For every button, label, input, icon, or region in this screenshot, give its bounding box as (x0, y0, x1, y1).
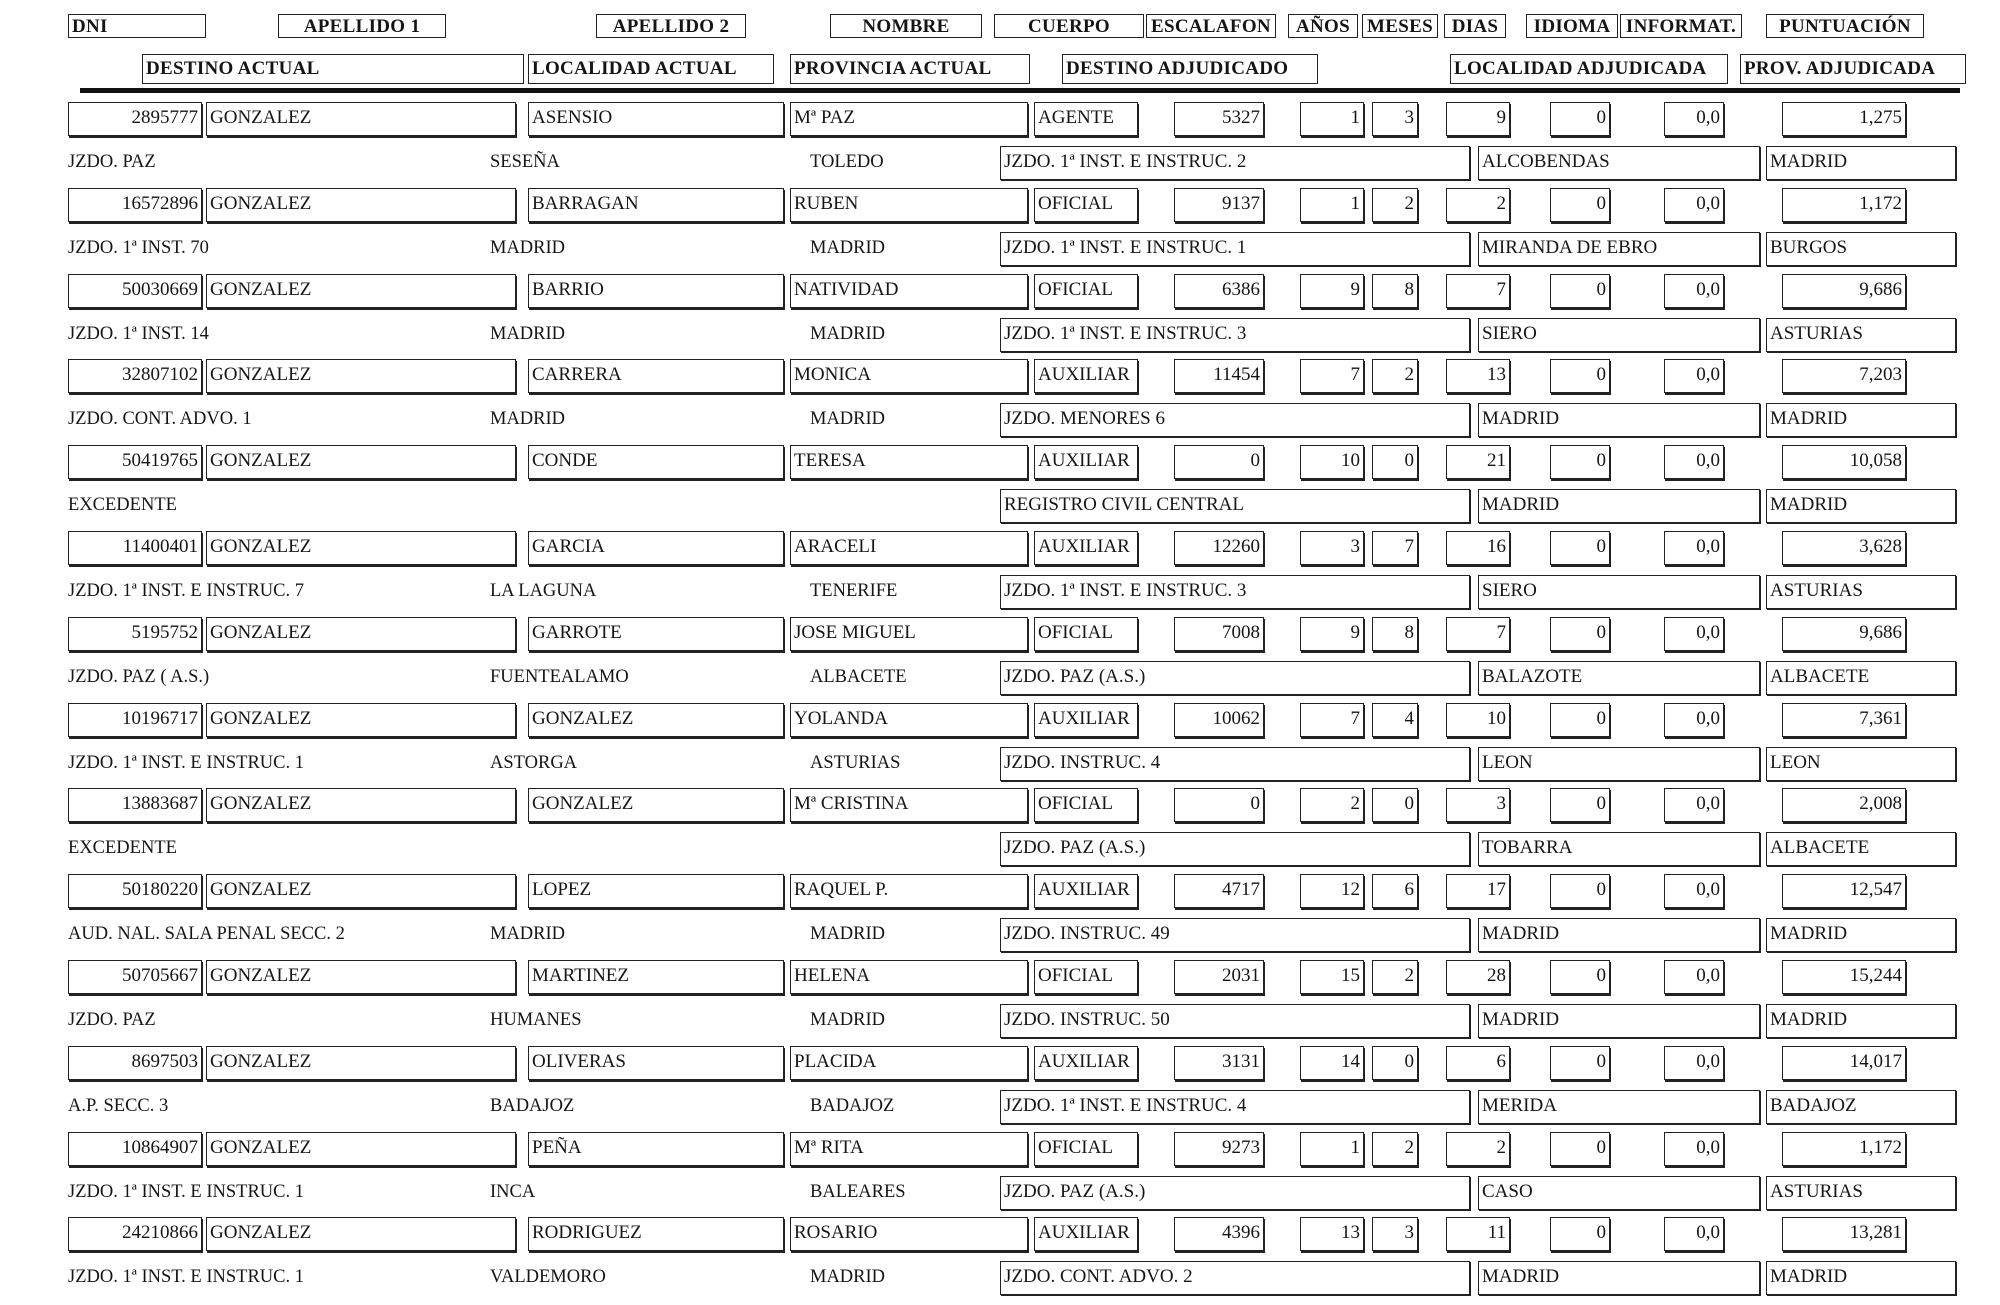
apellido1-field: GONZALEZ (206, 874, 516, 908)
destino-adjudicado-field: JZDO. 1ª INST. E INSTRUC. 3 (1000, 318, 1470, 352)
destino-actual-text: JZDO. 1ª INST. E INSTRUC. 1 (68, 1182, 305, 1202)
apellido1-field: GONZALEZ (206, 531, 516, 565)
idioma-field: 0 (1550, 188, 1610, 222)
destino-actual-text: A.P. SECC. 3 (68, 1096, 169, 1116)
escalafon-field: 11454 (1174, 359, 1264, 393)
dni-field: 11400401 (68, 531, 202, 565)
record-destination-row (0, 403, 2000, 447)
apellido2-field: PEÑA (528, 1132, 784, 1166)
cuerpo-field: AGENTE (1034, 102, 1138, 136)
record-destination-row (0, 1261, 2000, 1305)
informat-field: 0,0 (1664, 788, 1724, 822)
informat-field: 0,0 (1664, 1046, 1724, 1080)
anos-field: 1 (1300, 188, 1364, 222)
localidad-adjudicada-field: MADRID (1478, 1261, 1760, 1295)
idioma-field: 0 (1550, 874, 1610, 908)
puntuacion-field: 3,628 (1782, 531, 1906, 565)
cuerpo-field: OFICIAL (1034, 1132, 1138, 1166)
meses-field: 3 (1372, 1217, 1418, 1251)
destino-adjudicado-field: JZDO. PAZ (A.S.) (1000, 661, 1470, 695)
prov-adjudicada-field: ASTURIAS (1766, 318, 1956, 352)
record-destination-row (0, 1090, 2000, 1134)
idioma-field: 0 (1550, 531, 1610, 565)
apellido2-field: GONZALEZ (528, 788, 784, 822)
destino-actual-text: JZDO. 1ª INST. 70 (68, 238, 209, 258)
nombre-field: MONICA (790, 359, 1028, 393)
record-main-row (0, 874, 2000, 916)
dni-field: 10196717 (68, 703, 202, 737)
meses-field: 0 (1372, 445, 1418, 479)
record-main-row (0, 617, 2000, 659)
localidad-adjudicada-field: CASO (1478, 1176, 1760, 1210)
dni-field: 2895777 (68, 102, 202, 136)
provincia-actual-text: MADRID (810, 238, 886, 258)
dni-field: 50180220 (68, 874, 202, 908)
meses-field: 7 (1372, 531, 1418, 565)
record-main-row (0, 788, 2000, 830)
anos-field: 12 (1300, 874, 1364, 908)
idioma-field: 0 (1550, 703, 1610, 737)
apellido2-field: ASENSIO (528, 102, 784, 136)
destino-actual-text: JZDO. 1ª INST. E INSTRUC. 1 (68, 1267, 305, 1287)
header-destino-adjudicado: DESTINO ADJUDICADO (1062, 54, 1318, 84)
apellido1-field: GONZALEZ (206, 703, 516, 737)
nombre-field: Mª CRISTINA (790, 788, 1028, 822)
provincia-actual-text: MADRID (810, 1010, 886, 1030)
puntuacion-field: 1,172 (1782, 1132, 1906, 1166)
nombre-field: PLACIDA (790, 1046, 1028, 1080)
record-main-row (0, 188, 2000, 230)
record-destination-row (0, 918, 2000, 962)
escalafon-field: 9137 (1174, 188, 1264, 222)
apellido1-field: GONZALEZ (206, 1046, 516, 1080)
nombre-field: NATIVIDAD (790, 274, 1028, 308)
destino-actual-text: EXCEDENTE (68, 495, 177, 515)
localidad-actual-text: SESEÑA (490, 152, 560, 172)
record-main-row (0, 359, 2000, 401)
apellido2-field: CARRERA (528, 359, 784, 393)
puntuacion-field: 13,281 (1782, 1217, 1906, 1251)
informat-field: 0,0 (1664, 874, 1724, 908)
record-destination-row (0, 489, 2000, 533)
idioma-field: 0 (1550, 617, 1610, 651)
destino-actual-text: JZDO. 1ª INST. E INSTRUC. 1 (68, 753, 305, 773)
header-meses: MESES (1362, 14, 1438, 38)
provincia-actual-text: MADRID (810, 324, 886, 344)
destino-adjudicado-field: JZDO. INSTRUC. 50 (1000, 1004, 1470, 1038)
apellido2-field: LOPEZ (528, 874, 784, 908)
nombre-field: ROSARIO (790, 1217, 1028, 1251)
escalafon-field: 12260 (1174, 531, 1264, 565)
record-main-row (0, 703, 2000, 745)
record-destination-row (0, 1176, 2000, 1220)
cuerpo-field: OFICIAL (1034, 188, 1138, 222)
record-main-row (0, 1132, 2000, 1174)
header-informat: INFORMAT. (1620, 14, 1742, 38)
meses-field: 2 (1372, 960, 1418, 994)
informat-field: 0,0 (1664, 1217, 1724, 1251)
record-main-row (0, 960, 2000, 1002)
destino-adjudicado-field: JZDO. INSTRUC. 49 (1000, 918, 1470, 952)
cuerpo-field: AUXILIAR (1034, 445, 1138, 479)
header-anos: AÑOS (1288, 14, 1358, 38)
apellido1-field: GONZALEZ (206, 445, 516, 479)
record-main-row (0, 445, 2000, 487)
meses-field: 0 (1372, 788, 1418, 822)
informat-field: 0,0 (1664, 102, 1724, 136)
anos-field: 3 (1300, 531, 1364, 565)
apellido2-field: GONZALEZ (528, 703, 784, 737)
dias-field: 17 (1446, 874, 1510, 908)
puntuacion-field: 7,361 (1782, 703, 1906, 737)
dias-field: 16 (1446, 531, 1510, 565)
apellido2-field: GARCIA (528, 531, 784, 565)
prov-adjudicada-field: MADRID (1766, 489, 1956, 523)
localidad-adjudicada-field: MIRANDA DE EBRO (1478, 232, 1760, 266)
provincia-actual-text: BADAJOZ (810, 1096, 895, 1116)
escalafon-field: 3131 (1174, 1046, 1264, 1080)
header-dias: DIAS (1444, 14, 1506, 38)
apellido1-field: GONZALEZ (206, 788, 516, 822)
meses-field: 2 (1372, 1132, 1418, 1166)
apellido2-field: MARTINEZ (528, 960, 784, 994)
informat-field: 0,0 (1664, 445, 1724, 479)
puntuacion-field: 10,058 (1782, 445, 1906, 479)
localidad-adjudicada-field: MERIDA (1478, 1090, 1760, 1124)
dni-field: 13883687 (68, 788, 202, 822)
escalafon-field: 4396 (1174, 1217, 1264, 1251)
puntuacion-field: 9,686 (1782, 274, 1906, 308)
header-puntuacion: PUNTUACIÓN (1766, 14, 1924, 38)
destino-adjudicado-field: REGISTRO CIVIL CENTRAL (1000, 489, 1470, 523)
provincia-actual-text: BALEARES (810, 1182, 906, 1202)
dni-field: 5195752 (68, 617, 202, 651)
anos-field: 7 (1300, 703, 1364, 737)
destino-adjudicado-field: JZDO. MENORES 6 (1000, 403, 1470, 437)
informat-field: 0,0 (1664, 703, 1724, 737)
record-main-row (0, 274, 2000, 316)
dni-field: 8697503 (68, 1046, 202, 1080)
apellido2-field: GARROTE (528, 617, 784, 651)
cuerpo-field: AUXILIAR (1034, 1217, 1138, 1251)
meses-field: 2 (1372, 188, 1418, 222)
puntuacion-field: 14,017 (1782, 1046, 1906, 1080)
escalafon-field: 0 (1174, 445, 1264, 479)
cuerpo-field: AUXILIAR (1034, 703, 1138, 737)
destino-adjudicado-field: JZDO. CONT. ADVO. 2 (1000, 1261, 1470, 1295)
localidad-actual-text: VALDEMORO (490, 1267, 606, 1287)
puntuacion-field: 9,686 (1782, 617, 1906, 651)
escalafon-field: 0 (1174, 788, 1264, 822)
dias-field: 3 (1446, 788, 1510, 822)
puntuacion-field: 12,547 (1782, 874, 1906, 908)
provincia-actual-text: MADRID (810, 1267, 886, 1287)
localidad-adjudicada-field: MADRID (1478, 1004, 1760, 1038)
prov-adjudicada-field: MADRID (1766, 403, 1956, 437)
provincia-actual-text: TENERIFE (810, 581, 898, 601)
dias-field: 21 (1446, 445, 1510, 479)
meses-field: 2 (1372, 359, 1418, 393)
localidad-actual-text: MADRID (490, 238, 566, 258)
provincia-actual-text: MADRID (810, 409, 886, 429)
idioma-field: 0 (1550, 445, 1610, 479)
puntuacion-field: 7,203 (1782, 359, 1906, 393)
prov-adjudicada-field: MADRID (1766, 146, 1956, 180)
destino-actual-text: JZDO. PAZ (68, 152, 156, 172)
prov-adjudicada-field: ASTURIAS (1766, 575, 1956, 609)
prov-adjudicada-field: MADRID (1766, 1004, 1956, 1038)
nombre-field: JOSE MIGUEL (790, 617, 1028, 651)
apellido1-field: GONZALEZ (206, 1217, 516, 1251)
header-apellido2: APELLIDO 2 (596, 14, 746, 38)
localidad-actual-text: MADRID (490, 324, 566, 344)
nombre-field: Mª RITA (790, 1132, 1028, 1166)
record-destination-row (0, 747, 2000, 791)
header-prov-adjudicada: PROV. ADJUDICADA (1740, 54, 1966, 84)
dni-field: 50705667 (68, 960, 202, 994)
apellido1-field: GONZALEZ (206, 188, 516, 222)
localidad-actual-text: INCA (490, 1182, 536, 1202)
prov-adjudicada-field: ALBACETE (1766, 832, 1956, 866)
anos-field: 9 (1300, 274, 1364, 308)
header-dni: DNI (68, 14, 206, 38)
header-nombre: NOMBRE (830, 14, 982, 38)
idioma-field: 0 (1550, 788, 1610, 822)
prov-adjudicada-field: ALBACETE (1766, 661, 1956, 695)
nombre-field: RAQUEL P. (790, 874, 1028, 908)
escalafon-field: 2031 (1174, 960, 1264, 994)
idioma-field: 0 (1550, 359, 1610, 393)
record-destination-row (0, 232, 2000, 276)
cuerpo-field: AUXILIAR (1034, 531, 1138, 565)
dni-field: 10864907 (68, 1132, 202, 1166)
destino-actual-text: JZDO. PAZ ( A.S.) (68, 667, 210, 687)
informat-field: 0,0 (1664, 1132, 1724, 1166)
localidad-adjudicada-field: TOBARRA (1478, 832, 1760, 866)
nombre-field: HELENA (790, 960, 1028, 994)
header-provincia-actual: PROVINCIA ACTUAL (790, 54, 1030, 84)
record-main-row (0, 531, 2000, 573)
destino-adjudicado-field: JZDO. 1ª INST. E INSTRUC. 2 (1000, 146, 1470, 180)
header-idioma: IDIOMA (1526, 14, 1618, 38)
localidad-actual-text: HUMANES (490, 1010, 582, 1030)
idioma-field: 0 (1550, 1132, 1610, 1166)
localidad-actual-text: MADRID (490, 924, 566, 944)
prov-adjudicada-field: ASTURIAS (1766, 1176, 1956, 1210)
escalafon-field: 9273 (1174, 1132, 1264, 1166)
header-cuerpo: CUERPO (994, 14, 1144, 38)
dias-field: 10 (1446, 703, 1510, 737)
apellido1-field: GONZALEZ (206, 274, 516, 308)
meses-field: 8 (1372, 617, 1418, 651)
localidad-actual-text: ASTORGA (490, 753, 578, 773)
provincia-actual-text: MADRID (810, 924, 886, 944)
destino-adjudicado-field: JZDO. INSTRUC. 4 (1000, 747, 1470, 781)
puntuacion-field: 2,008 (1782, 788, 1906, 822)
header-localidad-adjudicada: LOCALIDAD ADJUDICADA (1450, 54, 1728, 84)
meses-field: 8 (1372, 274, 1418, 308)
destino-adjudicado-field: JZDO. 1ª INST. E INSTRUC. 4 (1000, 1090, 1470, 1124)
provincia-actual-text: ASTURIAS (810, 753, 901, 773)
escalafon-field: 5327 (1174, 102, 1264, 136)
header-localidad-actual: LOCALIDAD ACTUAL (528, 54, 774, 84)
cuerpo-field: AUXILIAR (1034, 874, 1138, 908)
cuerpo-field: AUXILIAR (1034, 1046, 1138, 1080)
cuerpo-field: OFICIAL (1034, 788, 1138, 822)
provincia-actual-text: ALBACETE (810, 667, 907, 687)
record-destination-row (0, 575, 2000, 619)
header-destino-actual: DESTINO ACTUAL (142, 54, 524, 84)
apellido2-field: RODRIGUEZ (528, 1217, 784, 1251)
localidad-adjudicada-field: ALCOBENDAS (1478, 146, 1760, 180)
destino-adjudicado-field: JZDO. 1ª INST. E INSTRUC. 3 (1000, 575, 1470, 609)
anos-field: 14 (1300, 1046, 1364, 1080)
anos-field: 7 (1300, 359, 1364, 393)
dias-field: 2 (1446, 188, 1510, 222)
localidad-adjudicada-field: BALAZOTE (1478, 661, 1760, 695)
idioma-field: 0 (1550, 102, 1610, 136)
nombre-field: TERESA (790, 445, 1028, 479)
dias-field: 2 (1446, 1132, 1510, 1166)
header-escalafon: ESCALAFON (1146, 14, 1276, 38)
informat-field: 0,0 (1664, 617, 1724, 651)
nombre-field: Mª PAZ (790, 102, 1028, 136)
record-main-row (0, 1046, 2000, 1088)
dias-field: 11 (1446, 1217, 1510, 1251)
informat-field: 0,0 (1664, 960, 1724, 994)
prov-adjudicada-field: LEON (1766, 747, 1956, 781)
localidad-adjudicada-field: LEON (1478, 747, 1760, 781)
anos-field: 10 (1300, 445, 1364, 479)
localidad-actual-text: FUENTEALAMO (490, 667, 629, 687)
meses-field: 3 (1372, 102, 1418, 136)
apellido2-field: CONDE (528, 445, 784, 479)
dias-field: 7 (1446, 274, 1510, 308)
informat-field: 0,0 (1664, 531, 1724, 565)
meses-field: 4 (1372, 703, 1418, 737)
meses-field: 0 (1372, 1046, 1418, 1080)
dias-field: 9 (1446, 102, 1510, 136)
apellido2-field: OLIVERAS (528, 1046, 784, 1080)
dni-field: 16572896 (68, 188, 202, 222)
destino-adjudicado-field: JZDO. 1ª INST. E INSTRUC. 1 (1000, 232, 1470, 266)
dni-field: 50030669 (68, 274, 202, 308)
apellido2-field: BARRIO (528, 274, 784, 308)
localidad-adjudicada-field: MADRID (1478, 489, 1760, 523)
localidad-actual-text: MADRID (490, 409, 566, 429)
anos-field: 1 (1300, 102, 1364, 136)
dni-field: 32807102 (68, 359, 202, 393)
localidad-adjudicada-field: MADRID (1478, 403, 1760, 437)
record-destination-row (0, 1004, 2000, 1048)
nombre-field: RUBEN (790, 188, 1028, 222)
apellido1-field: GONZALEZ (206, 1132, 516, 1166)
puntuacion-field: 1,172 (1782, 188, 1906, 222)
prov-adjudicada-field: MADRID (1766, 1261, 1956, 1295)
apellido1-field: GONZALEZ (206, 102, 516, 136)
prov-adjudicada-field: BURGOS (1766, 232, 1956, 266)
informat-field: 0,0 (1664, 188, 1724, 222)
dias-field: 7 (1446, 617, 1510, 651)
puntuacion-field: 15,244 (1782, 960, 1906, 994)
localidad-actual-text: LA LAGUNA (490, 581, 597, 601)
escalafon-field: 10062 (1174, 703, 1264, 737)
destino-adjudicado-field: JZDO. PAZ (A.S.) (1000, 832, 1470, 866)
record-main-row (0, 102, 2000, 144)
localidad-adjudicada-field: MADRID (1478, 918, 1760, 952)
apellido1-field: GONZALEZ (206, 359, 516, 393)
record-destination-row (0, 318, 2000, 362)
idioma-field: 0 (1550, 1046, 1610, 1080)
puntuacion-field: 1,275 (1782, 102, 1906, 136)
informat-field: 0,0 (1664, 359, 1724, 393)
anos-field: 9 (1300, 617, 1364, 651)
cuerpo-field: OFICIAL (1034, 617, 1138, 651)
provincia-actual-text: TOLEDO (810, 152, 884, 172)
localidad-actual-text: BADAJOZ (490, 1096, 575, 1116)
localidad-adjudicada-field: SIERO (1478, 575, 1760, 609)
anos-field: 1 (1300, 1132, 1364, 1166)
record-main-row (0, 1217, 2000, 1259)
cuerpo-field: OFICIAL (1034, 960, 1138, 994)
header-divider (80, 88, 1960, 93)
escalafon-field: 6386 (1174, 274, 1264, 308)
apellido1-field: GONZALEZ (206, 617, 516, 651)
record-destination-row (0, 832, 2000, 876)
anos-field: 13 (1300, 1217, 1364, 1251)
prov-adjudicada-field: MADRID (1766, 918, 1956, 952)
escalafon-field: 7008 (1174, 617, 1264, 651)
apellido1-field: GONZALEZ (206, 960, 516, 994)
idioma-field: 0 (1550, 1217, 1610, 1251)
localidad-adjudicada-field: SIERO (1478, 318, 1760, 352)
informat-field: 0,0 (1664, 274, 1724, 308)
anos-field: 15 (1300, 960, 1364, 994)
destino-actual-text: JZDO. PAZ (68, 1010, 156, 1030)
idioma-field: 0 (1550, 274, 1610, 308)
meses-field: 6 (1372, 874, 1418, 908)
destino-actual-text: JZDO. 1ª INST. E INSTRUC. 7 (68, 581, 305, 601)
cuerpo-field: OFICIAL (1034, 274, 1138, 308)
destino-actual-text: AUD. NAL. SALA PENAL SECC. 2 (68, 924, 345, 944)
escalafon-field: 4717 (1174, 874, 1264, 908)
destino-actual-text: EXCEDENTE (68, 838, 177, 858)
destino-adjudicado-field: JZDO. PAZ (A.S.) (1000, 1176, 1470, 1210)
dias-field: 6 (1446, 1046, 1510, 1080)
destino-actual-text: JZDO. CONT. ADVO. 1 (68, 409, 252, 429)
dias-field: 28 (1446, 960, 1510, 994)
destino-actual-text: JZDO. 1ª INST. 14 (68, 324, 209, 344)
header-apellido1: APELLIDO 1 (278, 14, 446, 38)
dias-field: 13 (1446, 359, 1510, 393)
cuerpo-field: AUXILIAR (1034, 359, 1138, 393)
prov-adjudicada-field: BADAJOZ (1766, 1090, 1956, 1124)
record-destination-row (0, 146, 2000, 190)
dni-field: 50419765 (68, 445, 202, 479)
dni-field: 24210866 (68, 1217, 202, 1251)
apellido2-field: BARRAGAN (528, 188, 784, 222)
idioma-field: 0 (1550, 960, 1610, 994)
nombre-field: YOLANDA (790, 703, 1028, 737)
nombre-field: ARACELI (790, 531, 1028, 565)
record-destination-row (0, 661, 2000, 705)
anos-field: 2 (1300, 788, 1364, 822)
